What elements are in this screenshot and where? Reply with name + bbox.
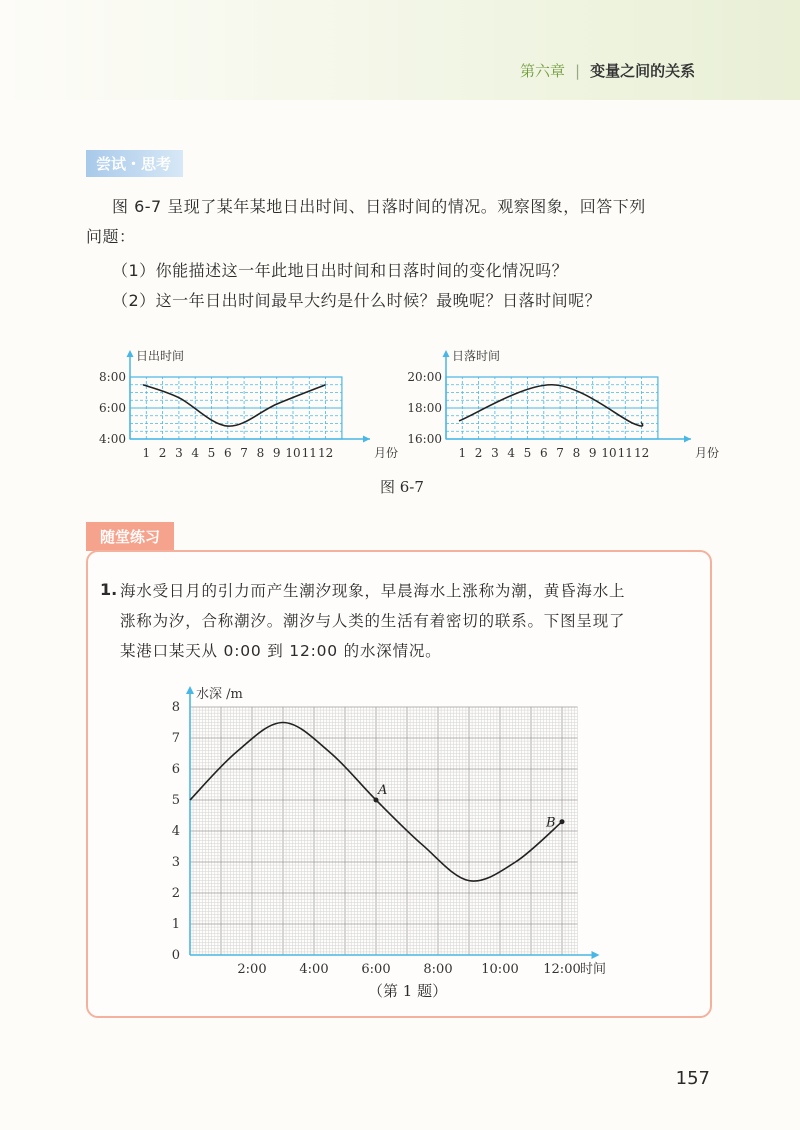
intro-paragraph: 图 6-7 呈现了某年某地日出时间、日落时间的情况。观察图象，回答下列: [112, 197, 646, 216]
header-separator: |: [575, 62, 581, 80]
point-label: B: [546, 815, 556, 831]
x-tick-label: 2: [474, 446, 483, 460]
x-axis-arrow: [363, 436, 370, 443]
data-line: [143, 385, 326, 426]
sunset-chart: [400, 346, 720, 476]
y-tick-label: 6:00: [99, 401, 126, 415]
x-tick-label: 7: [556, 446, 564, 460]
point-B: [560, 819, 565, 824]
y-tick-label: 16:00: [407, 432, 442, 446]
x-tick-label: 3: [175, 446, 183, 460]
x-tick-label: 11: [301, 446, 317, 460]
x-tick-label: 10: [601, 446, 617, 460]
y-axis-arrow: [443, 350, 450, 357]
y-axis-label: 日出时间: [136, 349, 185, 363]
y-axis-label: 日落时间: [452, 349, 501, 363]
x-tick-label: 1: [142, 446, 151, 460]
page-number: 157: [675, 1068, 710, 1089]
x-tick-label: 7: [240, 446, 248, 460]
x-tick-label: 8: [572, 446, 581, 460]
point-A: [374, 798, 379, 803]
x-tick-label: 9: [272, 446, 281, 460]
chapter-header: [520, 60, 695, 81]
y-tick-label: 4:00: [99, 432, 126, 446]
x-tick-label: 8: [256, 446, 265, 460]
x-axis-arrow: [684, 436, 691, 443]
x-tick-label: 10: [285, 446, 301, 460]
exercise-line-1: 海水受日月的引力而产生潮汐现象，早晨海水上涨称为潮，黄昏海水上: [120, 582, 626, 600]
x-tick-label: 8:00: [423, 962, 453, 977]
exercise-caption: （第 1 题）: [368, 982, 448, 1000]
chapter-number: 第六章: [520, 62, 566, 80]
figure-caption: 图 6-7: [380, 478, 424, 496]
y-tick-label: 3: [171, 855, 180, 870]
y-tick-label: 18:00: [407, 401, 442, 415]
x-tick-label: 5: [523, 446, 532, 460]
question-2: （2）这一年日出时间最早大约是什么时候？最晚呢？日落时间呢？: [112, 291, 602, 310]
y-axis-label: 水深 /m: [196, 687, 243, 702]
page-header-band: [0, 0, 800, 100]
practice-tag: 随堂练习: [86, 522, 174, 551]
x-tick-label: 5: [207, 446, 216, 460]
chapter-title: 变量之间的关系: [590, 62, 696, 80]
x-tick-label: 4: [507, 446, 516, 460]
x-tick-label: 6:00: [361, 962, 391, 977]
exercise-line-2: 涨称为汐，合称潮汐。潮汐与人类的生活有着密切的联系。下图呈现了: [120, 612, 626, 630]
x-axis-label: 月份: [695, 446, 720, 460]
x-tick-label: 1: [458, 446, 467, 460]
x-tick-label: 12:00: [543, 962, 581, 977]
x-tick-label: 12: [317, 446, 334, 460]
y-tick-label: 6: [171, 762, 180, 777]
x-tick-label: 2: [158, 446, 167, 460]
x-tick-label: 3: [491, 446, 499, 460]
try-think-tag: 尝试・思考: [86, 150, 183, 177]
x-axis-label: 月份: [374, 446, 399, 460]
x-tick-label: 2:00: [237, 962, 267, 977]
y-tick-label: 8: [171, 700, 180, 715]
point-label: A: [378, 783, 388, 798]
y-tick-label: 7: [171, 731, 180, 746]
x-axis-arrow: [592, 951, 600, 959]
x-axis-label: 时间: [580, 962, 607, 977]
y-tick-label: 20:00: [407, 370, 442, 384]
y-axis-arrow: [186, 686, 194, 694]
x-tick-label: 4: [191, 446, 200, 460]
exercise-line-3: 某港口某天从 0:00 到 12:00 的水深情况。: [120, 642, 442, 660]
x-tick-label: 11: [617, 446, 633, 460]
y-tick-label: 0: [171, 948, 180, 963]
x-tick-label: 6: [539, 446, 548, 460]
y-tick-label: 1: [171, 917, 180, 932]
x-tick-label: 12: [633, 446, 650, 460]
y-tick-label: 5: [171, 793, 180, 808]
data-line: [459, 385, 643, 426]
exercise-number: 1.: [100, 580, 118, 599]
y-axis-arrow: [127, 350, 134, 357]
sunrise-chart: [92, 346, 399, 476]
y-tick-label: 2: [171, 886, 180, 901]
x-tick-label: 10:00: [481, 962, 519, 977]
tide-chart: [160, 680, 630, 980]
x-tick-label: 6: [223, 446, 232, 460]
y-tick-label: 8:00: [99, 370, 126, 384]
x-tick-label: 4:00: [299, 962, 329, 977]
intro-paragraph-cont: 问题：: [86, 227, 136, 246]
x-tick-label: 9: [588, 446, 597, 460]
y-tick-label: 4: [171, 824, 180, 839]
question-1: （1）你能描述这一年此地日出时间和日落时间的变化情况吗？: [112, 261, 569, 280]
